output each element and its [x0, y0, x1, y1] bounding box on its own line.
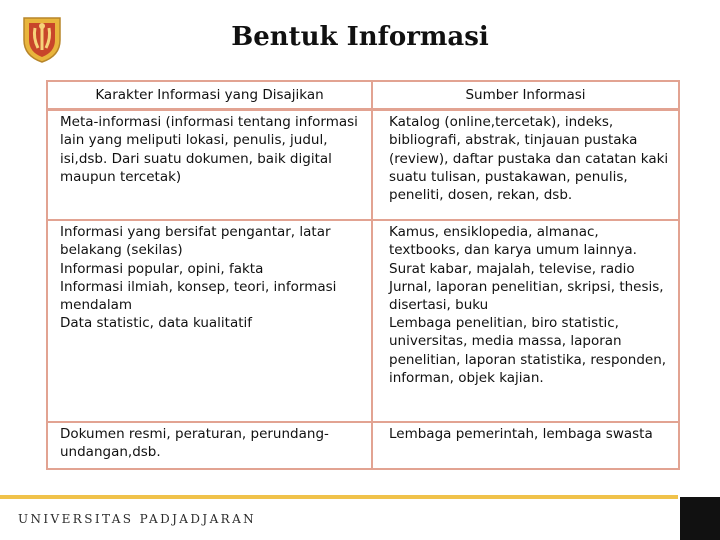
cell-text: Kamus, ensiklopedia, almanac, textbooks, dan karya umum lainnya. — [389, 224, 637, 259]
cell-text: Informasi ilmiah, konsep, teori, informasi mendalam — [60, 278, 337, 314]
table-cell-source — [372, 110, 679, 221]
cell-text: Katalog (online,tercetak), indeks, bibliografi, abstrak, tinjauan pustaka (review), daftar pustaka dan catatan kaki suatu tulisan, pustakawan, penulis, peneliti, dosen, rekan, dsb. — [389, 114, 669, 204]
cell-text: Data statistic, data kualitatif — [60, 315, 253, 332]
cell-text: Lembaga pemerintah, lembaga swasta — [389, 426, 653, 443]
cell-text: Informasi popular, opini, fakta — [60, 260, 264, 277]
table-cell-character — [47, 110, 372, 221]
footer-divider — [0, 495, 678, 499]
cell-text: Dokumen resmi, peraturan, perundang-undangan,dsb. — [60, 426, 329, 461]
column-header-source: Sumber Informasi — [372, 81, 679, 110]
cell-text: Meta-informasi (informasi tentang informasi lain yang meliputi lokasi, penulis, judul, isi,dsb. Dari suatu dokumen, baik digital maupun tercetak) — [60, 114, 358, 185]
table-row — [47, 220, 679, 422]
slide-title: Bentuk Informasi — [231, 22, 489, 52]
table-row — [47, 422, 679, 469]
cell-text: Jurnal, laporan penelitian, skripsi, thesis, disertasi, buku — [389, 278, 664, 314]
column-header-character: Karakter Informasi yang Disajikan — [47, 81, 372, 110]
information-table — [46, 80, 680, 470]
table-cell-source — [372, 422, 679, 469]
footer-university-name: UNIVERSITAS PADJADJARAN — [18, 512, 257, 526]
cell-text: Informasi yang bersifat pengantar, latar belakang (sekilas) — [60, 224, 331, 259]
footer-corner-block — [680, 497, 720, 540]
table-cell-source — [372, 220, 679, 422]
table-row — [47, 110, 679, 221]
table-header-row — [47, 81, 679, 110]
cell-text: Lembaga penelitian, biro statistic, universitas, media massa, laporan penelitian, laporan statistika, responden, informan, objek kajian. — [389, 315, 667, 386]
cell-text: Surat kabar, majalah, televise, radio — [389, 260, 635, 277]
table-cell-character — [47, 422, 372, 469]
table-cell-character — [47, 220, 372, 422]
